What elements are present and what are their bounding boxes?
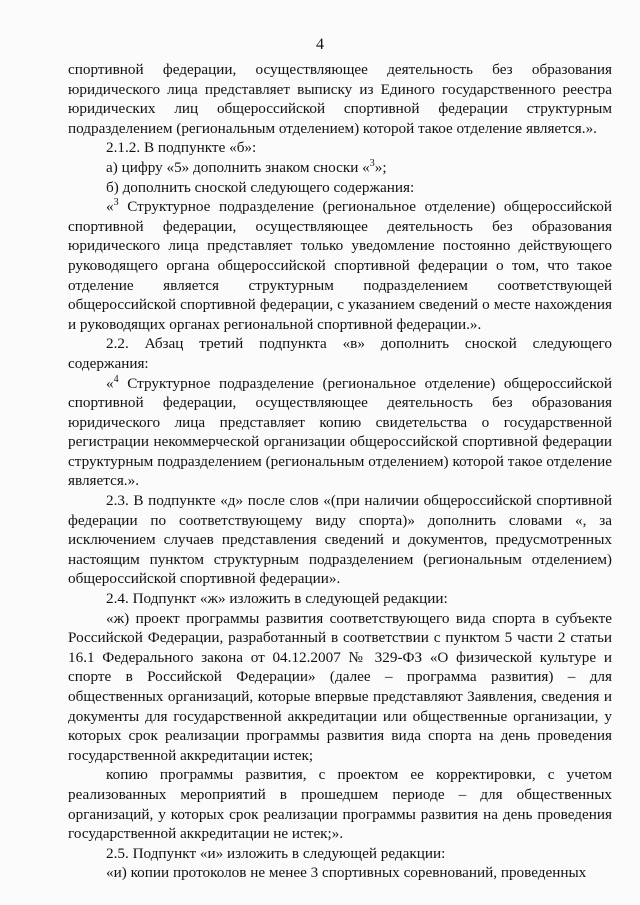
paragraph-p1: спортивной федерации, осуществляющее деятельность без образования юридического лица представляет выписку из Единого государственного реестра юридических лиц общероссийской спортивной федерации структурным подразделением (региональным отделением) которой такое отделение является.». bbox=[68, 61, 612, 137]
paragraph-p7 bbox=[68, 374, 612, 492]
footnote-marker: 4 bbox=[113, 373, 119, 385]
paragraph-p5 bbox=[68, 197, 612, 334]
footnote-marker: 3 bbox=[113, 197, 119, 209]
paragraph-p4: б) дополнить сноской следующего содержания: bbox=[106, 178, 415, 196]
paragraph-p13: «и) копии протоколов не менее 3 спортивных соревнований, проведенных bbox=[106, 864, 587, 882]
paragraph-p10: «ж) проект программы развития соответствующего вида спорта в субъекте Российской Федерации, разработанный в соответствии с пунктом 5 части 2 статьи 16.1 Федерального закона от 04.12.2007 № 329-ФЗ «О физической культуре и спорте в Российской Федерации» (далее – программа развития) – для общественных организаций, которые впервые представляют Заявления, сведения и документы для государственной аккредитации или общественные организации, у которых срок реализации программы развития вида спорта на день проведения государственной аккредитации истек; bbox=[68, 609, 612, 764]
paragraph-p3 bbox=[68, 158, 612, 178]
paragraph-text-after-footnote: Структурное подразделение (региональное отделение) общероссийской спортивной федерации, осуществляющее деятельность без образования юридического лица представляет только уведомление постоянно действующего руководящего органа общероссийской спортивной федерации о том, что такое отделение является структурным подразделением соответствующей общероссийской спортивной федерации, с указанием сведений о месте нахождения и руководящих органах региональной спортивной федерации.». bbox=[68, 198, 612, 333]
paragraph-p2: 2.1.2. В подпункте «б»: bbox=[106, 139, 257, 157]
paragraph-text-after-footnote: Структурное подразделение (региональное отделение) общероссийской спортивной федерации, осуществляющее деятельность без образования юридического лица представляет копию свидетельства о государственной регистрации некоммерческой организации общероссийской спортивной федерации структурным подразделением (региональным отделением) которой такое отделение является.». bbox=[68, 374, 612, 490]
paragraph-text-before-footnote: а) цифру «5» дополнить знаком сноски « bbox=[106, 158, 370, 176]
paragraph-p11: копию программы развития, с проектом ее корректировки, с учетом реализованных мероприятий в прошедшем периоде – для общественных организаций, у которых срок реализации программы развития на день проведения государственной аккредитации не истек;». bbox=[68, 766, 612, 843]
paragraph-p8: 2.3. В подпункте «д» после слов «(при наличии общероссийской спортивной федерации по соответствующему виду спорта)» дополнить словами «, за исключением случаев представления сведений и документов, предусмотренных настоящим пунктом структурным подразделением (региональным отделением) общероссийской спортивной федерации». bbox=[68, 492, 612, 588]
paragraph-text-before-footnote: « bbox=[106, 374, 114, 392]
paragraph-text-after-footnote: »; bbox=[374, 158, 387, 176]
paragraph-p12: 2.5. Подпункт «и» изложить в следующей редакции: bbox=[106, 844, 446, 862]
page-number: 4 bbox=[316, 36, 324, 53]
footnote-marker: 3 bbox=[369, 157, 375, 169]
paragraph-p6: 2.2. Абзац третий подпункта «в» дополнить сноской следующего содержания: bbox=[68, 335, 612, 372]
paragraph-p9: 2.4. Подпункт «ж» изложить в следующей редакции: bbox=[106, 590, 448, 608]
paragraph-text-before-footnote: « bbox=[106, 198, 114, 216]
document-body bbox=[68, 60, 612, 883]
